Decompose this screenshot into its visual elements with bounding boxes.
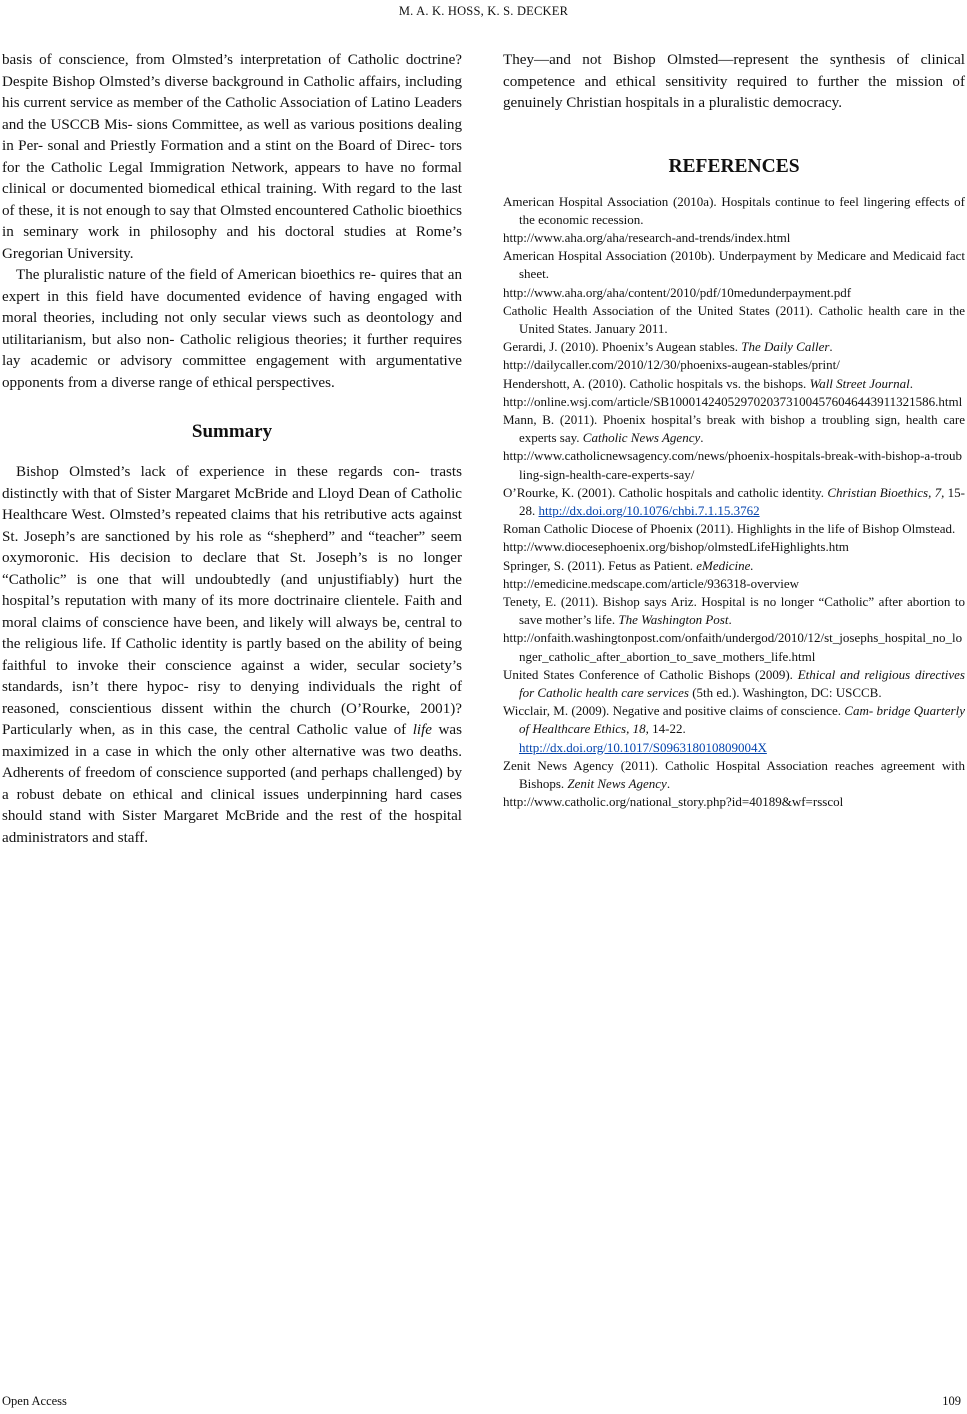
references-heading: REFERENCES bbox=[668, 155, 800, 177]
body-paragraph: The pluralistic nature of the field of American bioethics re- quires that an expert in this field have documented evidence of having engaged with moral theories, including not only secular views such as deontology and utilitarianism, but also non- Catholic religious theories; it further requires lay academic or advisory committee engagement with argumentative opponents from a diverse range of ethical perspectives. bbox=[2, 267, 462, 391]
reference-text-end: . bbox=[909, 375, 913, 391]
running-head: M. A. K. HOSS, K. S. DECKER bbox=[398, 4, 569, 18]
reference-source: Christian Bioethics, 7, bbox=[827, 484, 945, 500]
reference-text: Mann, B. (2011). Phoenix hospital’s break with bishop a troubling sign, health care experts say. bbox=[503, 411, 965, 446]
reference-text-end: . bbox=[700, 430, 704, 446]
reference-text: Springer, S. (2011). Fetus as Patient. bbox=[503, 557, 697, 573]
doi-link[interactable]: http://dx.doi.org/10.1017/S096318010809004X bbox=[519, 739, 767, 755]
reference-entry bbox=[503, 411, 965, 484]
summary-text-end: was maximized in a case in which the only other alternative was two deaths. Adherents of freedom of conscience supported (and perhaps challenged) by a robust debate on ethical and clinical issues underpinning hard cases should stand with Sister Margaret McBride and the rest of the hospital administrators and staff. bbox=[2, 722, 463, 846]
reference-url: http://dailycaller.com/2010/12/30/phoenixs-augean-stables/print/ bbox=[503, 357, 840, 373]
reference-url: http://www.catholicnewsagency.com/news/phoenix-hospitals-break-with-bishop-a-troubling-sign-health-care-experts-say/ bbox=[503, 448, 962, 482]
reference-text-end: . bbox=[728, 612, 732, 628]
reference-text: American Hospital Association (2010a). Hospitals continue to feel lingering effects of the economic recession. bbox=[503, 193, 965, 227]
journal-footer: Open Access bbox=[2, 1394, 67, 1408]
reference-url: http://emedicine.medscape.com/article/936318-overview bbox=[503, 575, 800, 591]
reference-text: O’Rourke, K. (2001). Catholic hospitals and catholic identity. bbox=[503, 484, 828, 500]
reference-url: http://www.diocesephoenix.org/bishop/olmstedLifeHighlights.htm bbox=[503, 539, 849, 555]
reference-source: The Washington Post bbox=[618, 612, 729, 628]
page-number: 109 bbox=[942, 1394, 961, 1408]
reference-text-end: 14-22. bbox=[648, 721, 686, 737]
reference-text: United States Conference of Catholic Bishops (2009). bbox=[503, 666, 798, 682]
reference-url: http://online.wsj.com/article/SB10001424052970203731004576046443911321586.html bbox=[503, 393, 963, 409]
reference-entry bbox=[503, 593, 965, 666]
reference-text: American Hospital Association (2010b). Underpayment by Medicare and Medicaid fact sheet. bbox=[503, 248, 965, 282]
reference-text: Hendershott, A. (2010). Catholic hospitals vs. the bishops. bbox=[503, 375, 810, 391]
reference-source: Ethical and religious directives for Catholic health care services bbox=[519, 666, 965, 700]
reference-source: Zenit News Agency bbox=[567, 776, 667, 791]
reference-source: The Daily Caller bbox=[741, 339, 830, 355]
reference-text: Gerardi, J. (2010). Phoenix’s Augean stables. bbox=[503, 339, 742, 355]
reference-url: http://www.catholic.org/national_story.php?id=40189&wf=rsscol bbox=[503, 794, 844, 810]
reference-url: http://onfaith.washingtonpost.com/onfaith/undergod/2010/12/st_josephs_hospital_no_longer_catholic_after_abortion_to_save_mothers_life.html bbox=[503, 630, 963, 664]
reference-entry bbox=[503, 666, 965, 702]
reference-source: Cam- bridge Quarterly of Healthcare Ethics, 18, bbox=[519, 703, 966, 737]
reference-text: Tenety, E. (2011). Bishop says Ariz. Hospital is no longer “Catholic” after abortion to save mother’s life. bbox=[503, 593, 965, 628]
body-paragraph: basis of conscience, from Olmsted’s interpretation of Catholic doctrine? Despite Bishop Olmsted’s diverse background in Catholic affairs, including his current service as member of the Catholic Association of Latino Leaders and the USCCB Mis- sions Committee, as well as various positions dealing in Per- sonal and Priestly Formation and a stint on the Board of Direc- tors for the Catholic Legal Immigration Network, appears to have no formal clinical or documented biomedical ethical training. With regard to the last of these, it is not enough to say that Olmsted encountered Catholic bioethics in seminary work in philosophy and his doctoral studies at Rome’s Gregorian University. bbox=[2, 52, 462, 262]
reference-entry bbox=[503, 193, 965, 248]
reference-text-end: . bbox=[666, 776, 671, 791]
reference-entry bbox=[503, 520, 965, 556]
reference-entry bbox=[503, 757, 965, 812]
reference-entry bbox=[503, 557, 965, 593]
doi-link[interactable]: http://dx.doi.org/10.1076/chbi.7.1.15.3762 bbox=[538, 502, 760, 518]
reference-text-end: 15-28. bbox=[519, 484, 965, 518]
reference-entry bbox=[503, 338, 965, 374]
reference-entry bbox=[503, 702, 965, 757]
reference-text-end: . bbox=[829, 339, 833, 355]
closing-paragraph: They—and not Bishop Olmsted—represent the synthesis of clinical competence and ethical sensitivity required to further the mission of genuinely Christian hospitals in a pluralistic democracy. bbox=[503, 52, 965, 111]
right-column bbox=[503, 50, 965, 811]
reference-text-end: (5th ed.). Washington, DC: USCCB. bbox=[688, 684, 882, 700]
reference-entry bbox=[503, 247, 965, 302]
reference-source: Wall Street Journal bbox=[809, 375, 910, 391]
left-column bbox=[2, 50, 462, 849]
summary-text: Bishop Olmsted’s lack of experience in these regards con- trasts distinctly with that of Sister Margaret McBride and Lloyd Dean of Catholic Healthcare West. Olmsted’s repeated claims that his retributive acts against St. Joseph’s are sanctioned by his role as “shepherd” and “teacher” seem oxymoronic. His decision to declare that St. Joseph’s is no longer “Catholic” is one that will undoubtedly (and unjustifiably) hurt the hospital’s reputation with many of its more doctrinaire clientele. Faith and moral claims of conscience have been, and likely will always be, central to the religious life. If Catholic identity is partly based on the ability of being faithful to invoke their conscience against a wider, secular society’s standards, isn’t there hypoc- risy to denying individuals the right of reasoned, conscientious dissent within the church (O’Rourke, 2001)? Particularly when, as in this case, the central Catholic value of bbox=[2, 464, 462, 738]
reference-entry bbox=[503, 375, 965, 411]
reference-url: http://www.aha.org/aha/content/2010/pdf/10medunderpayment.pdf bbox=[503, 284, 852, 300]
reference-text: Zenit News Agency (2011). Catholic Hospital Association reaches agreement with Bishops. bbox=[503, 757, 965, 791]
reference-entry bbox=[503, 302, 965, 338]
reference-text: Wicclair, M. (2009). Negative and positive claims of conscience. bbox=[503, 703, 845, 719]
summary-paragraph bbox=[2, 462, 462, 849]
reference-entry bbox=[503, 484, 965, 520]
reference-list bbox=[503, 193, 965, 812]
reference-source: Catholic News Agency bbox=[582, 430, 701, 446]
reference-text: Roman Catholic Diocese of Phoenix (2011). Highlights in the life of Bishop Olmstead. bbox=[503, 521, 956, 537]
reference-url: http://www.aha.org/aha/research-and-trends/index.html bbox=[503, 229, 791, 245]
reference-text: Catholic Health Association of the United States (2011). Catholic health care in the United States. January 2011. bbox=[503, 302, 965, 336]
summary-italic-term: life bbox=[412, 722, 432, 738]
summary-heading: Summary bbox=[191, 421, 273, 442]
reference-source: eMedicine. bbox=[696, 557, 754, 573]
